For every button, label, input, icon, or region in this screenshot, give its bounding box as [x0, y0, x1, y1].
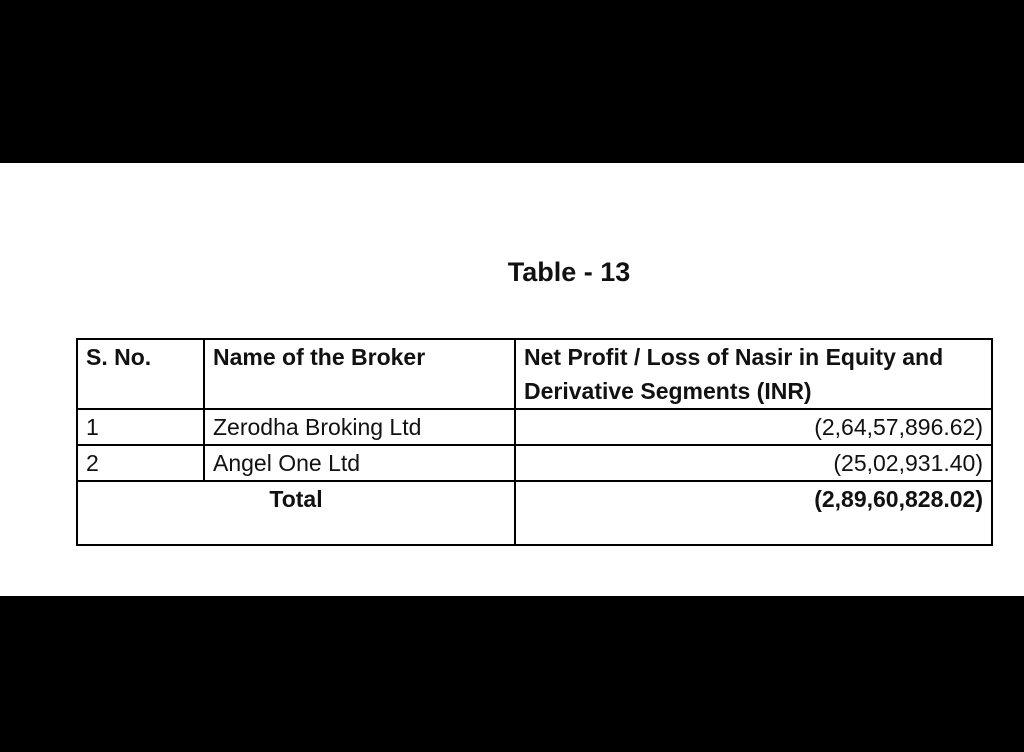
- row-broker-name: Angel One Ltd: [204, 445, 515, 481]
- header-net-profit-loss: Net Profit / Loss of Nasir in Equity and Derivative Segments (INR): [515, 339, 992, 409]
- table-caption: Table - 13: [507, 257, 631, 287]
- header-serial-number: S. No.: [77, 339, 204, 409]
- broker-profit-loss-table: [76, 338, 993, 546]
- total-label: Total: [77, 481, 515, 545]
- row-net-amount: (2,64,57,896.62): [515, 409, 992, 445]
- row-serial-number: 1: [77, 409, 204, 445]
- table-row: [77, 409, 992, 445]
- top-letterbox-bar: [0, 0, 1024, 163]
- table-total-row: [77, 481, 992, 545]
- bottom-letterbox-bar: [0, 596, 1024, 752]
- header-broker-name: Name of the Broker: [204, 339, 515, 409]
- row-broker-name: Zerodha Broking Ltd: [204, 409, 515, 445]
- total-amount: (2,89,60,828.02): [515, 481, 992, 545]
- row-serial-number: 2: [77, 445, 204, 481]
- row-net-amount: (25,02,931.40): [515, 445, 992, 481]
- table-header-row: [77, 339, 992, 409]
- document-page: [0, 163, 1024, 596]
- table-row: [77, 445, 992, 481]
